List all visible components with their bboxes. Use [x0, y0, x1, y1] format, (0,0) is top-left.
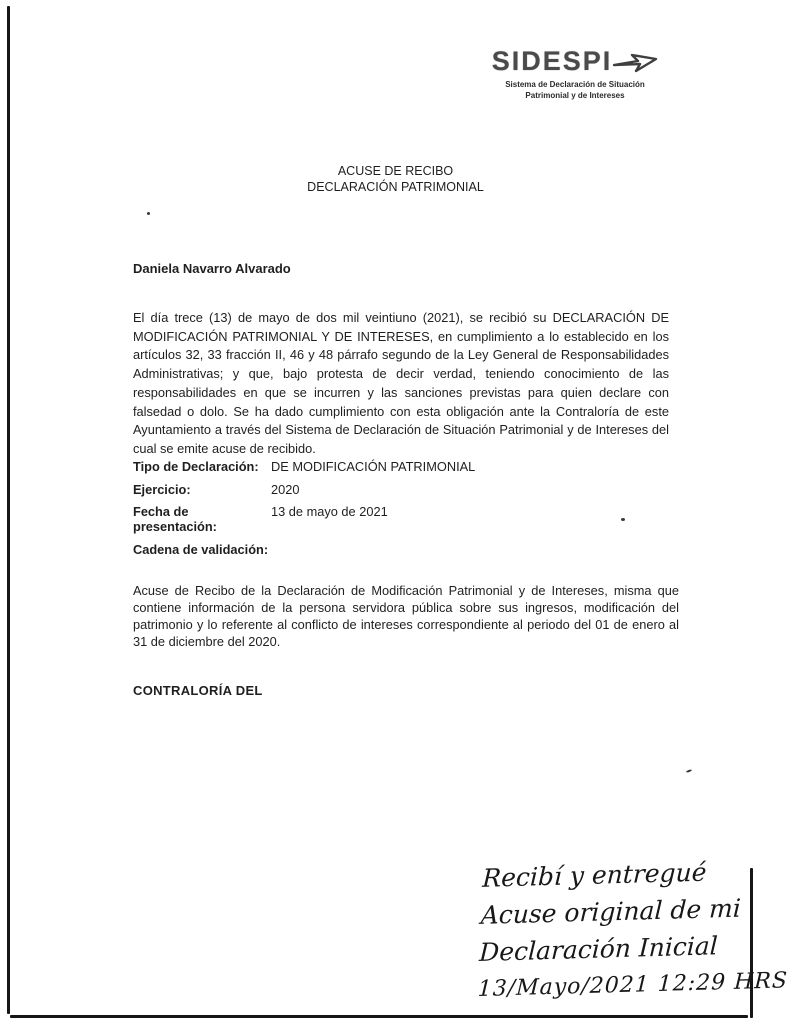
field-label: Cadena de validación:	[133, 541, 269, 557]
footer-paragraph: Acuse de Recibo de la Declaración de Modificación Patrimonial y de Intereses, misma que contiene información de la persona servidora pública sobre sus ingresos, modificación del patrimonio y lo referente al conflicto de intereses correspondiente al periodo del 01 de enero al 31 de diciembre del 2020.	[133, 583, 679, 649]
field-value: 2020	[271, 481, 300, 497]
recipient-name: Daniela Navarro Alvarado	[133, 261, 291, 276]
signature-line: CONTRALORÍA DEL	[133, 683, 263, 698]
field-label: Ejercicio:	[133, 481, 191, 497]
document-title-line1: ACUSE DE RECIBO	[337, 164, 454, 178]
field-value	[271, 542, 673, 557]
handwritten-line2: Acuse original de mi	[480, 893, 742, 930]
sidespi-logo	[480, 46, 670, 102]
logo-subtitle-line1: Sistema de Declaración de Situación	[505, 80, 645, 89]
scan-edge-artifact-bottom	[10, 1015, 748, 1018]
handwritten-note	[477, 852, 789, 1008]
field-row-ejercicio	[133, 482, 673, 497]
field-row-tipo-declaracion	[133, 459, 673, 474]
body-paragraph: El día trece (13) de mayo de dos mil veintiuno (2021), se recibió su DECLARACIÓN DE MODIFICACIÓN PATRIMONIAL Y DE INTERESES, en cumplimiento a lo establecido en los artículos 32, 33 fracción II, 46 y 48 párrafo segundo de la Ley General de Responsabilidades Administrativas; y que, bajo protesta de decir verdad, teniendo conocimiento de las responsabilidades en que se incurren y las sanciones previstas para quien declare con falsedad o dolo. Se ha dado cumplimiento con esta obligación ante la Contraloría de este Ayuntamiento a través del Sistema de Declaración de Situación Patrimonial y de Intereses del cual se emite acuse de recibido.	[133, 310, 669, 456]
field-label: Fecha de presentación:	[133, 504, 217, 534]
declaration-fields	[133, 459, 673, 564]
document-title-line2: DECLARACIÓN PATRIMONIAL	[307, 180, 484, 194]
field-label: Tipo de Declaración:	[133, 459, 259, 474]
logo-wordmark: SIDESPI	[491, 46, 613, 76]
field-row-cadena-validacion	[133, 542, 673, 557]
field-value: 13 de mayo de 2021	[271, 504, 388, 519]
field-value: DE MODIFICACIÓN PATRIMONIAL	[271, 459, 476, 474]
scan-speck	[147, 212, 150, 215]
arrow-right-doodle-icon	[612, 47, 658, 77]
field-row-fecha-presentacion	[133, 504, 673, 534]
handwritten-line1: Recibí y entregué	[481, 857, 708, 893]
handwritten-line3: Declaración Inicial	[478, 931, 719, 967]
scan-speck	[686, 769, 692, 773]
scan-edge-artifact-left	[7, 6, 10, 1014]
logo-subtitle-line2: Patrimonial y de Intereses	[525, 90, 625, 100]
logo-subtitle	[480, 80, 670, 102]
document-title	[0, 163, 791, 195]
handwritten-line4: 13/Mayo/2021 12:29 HRS	[477, 968, 789, 1003]
